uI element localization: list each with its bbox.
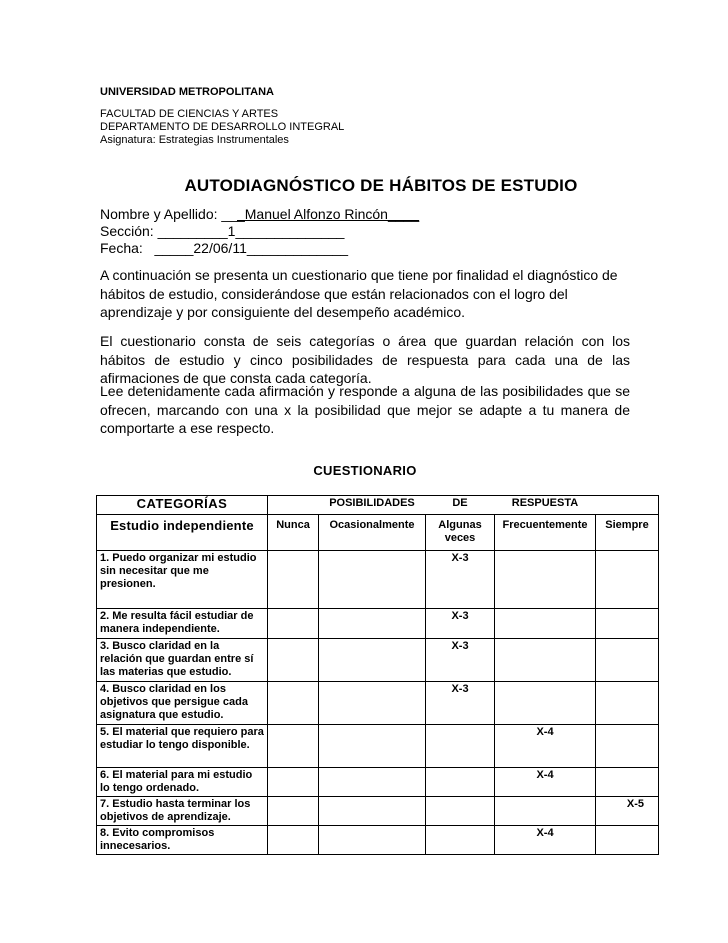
structure-paragraph: El cuestionario consta de seis categorías o área que guardan relación con los hábitos de estudio y cinco posibilidades de respuesta para cada una de las afirmaciones de que consta cada categoría. (100, 333, 630, 386)
answer-frecuentemente[interactable] (495, 797, 596, 826)
table-row (97, 797, 659, 826)
column-ocasionalmente: Ocasionalmente (319, 515, 426, 551)
answer-siempre[interactable] (596, 682, 659, 725)
table-row (97, 768, 659, 797)
answer-algunas-veces[interactable]: X-3 (426, 682, 495, 725)
answer-ocasionalmente[interactable] (319, 639, 426, 682)
answer-frecuentemente[interactable] (495, 551, 596, 609)
answer-ocasionalmente[interactable] (319, 768, 426, 797)
category-name: Estudio independiente (97, 515, 268, 551)
instructions-paragraph: Lee detenidamente cada afirmación y responde a alguna de las posibilidades que se ofrecen, marcando con una x la posibilidad que mejor se adapte a tu manera de comportarte a ese respecto. (100, 383, 630, 436)
answer-nunca[interactable] (268, 826, 319, 855)
answer-frecuentemente[interactable] (495, 639, 596, 682)
header-spacer-end (596, 496, 659, 515)
date-field (100, 240, 348, 257)
questionnaire-title: CUESTIONARIO (313, 463, 417, 478)
table-row (97, 551, 659, 609)
answer-siempre[interactable] (596, 639, 659, 682)
answer-ocasionalmente[interactable] (319, 725, 426, 768)
answer-nunca[interactable] (268, 682, 319, 725)
statement-cell: 4. Busco claridad en los objetivos que persigue cada asignatura que estudio. (97, 682, 268, 725)
answer-ocasionalmente[interactable] (319, 797, 426, 826)
answer-nunca[interactable] (268, 725, 319, 768)
column-frecuentemente: Frecuentemente (495, 515, 596, 551)
name-field (100, 206, 419, 223)
answer-algunas-veces[interactable] (426, 826, 495, 855)
de-header: DE (426, 496, 495, 515)
header-spacer (268, 496, 319, 515)
table-subheader-row (97, 515, 659, 551)
possibilities-header: POSIBILIDADES (319, 496, 426, 515)
table-row (97, 826, 659, 855)
name-value: _Manuel Alfonzo Rincón____ (236, 206, 420, 222)
answer-algunas-veces[interactable] (426, 768, 495, 797)
statement-cell: 3. Busco claridad en la relación que guardan entre sí las materias que estudio. (97, 639, 268, 682)
section-value: _________1______________ (157, 223, 345, 239)
answer-algunas-veces[interactable] (426, 797, 495, 826)
section-field (100, 223, 344, 240)
table-header-row (97, 496, 659, 515)
answer-siempre[interactable] (596, 725, 659, 768)
answer-frecuentemente[interactable] (495, 609, 596, 639)
answer-ocasionalmente[interactable] (319, 551, 426, 609)
answer-siempre[interactable] (596, 551, 659, 609)
column-algunas-veces: Algunas veces (426, 515, 495, 551)
answer-nunca[interactable] (268, 551, 319, 609)
answer-frecuentemente[interactable]: X-4 (495, 826, 596, 855)
categories-header: CATEGORÍAS (97, 496, 268, 515)
questionnaire-table (96, 495, 659, 855)
answer-algunas-veces[interactable] (426, 725, 495, 768)
name-label: Nombre y Apellido: (100, 206, 222, 222)
table-row (97, 639, 659, 682)
faculty-name: FACULTAD DE CIENCIAS Y ARTES (100, 108, 279, 120)
answer-frecuentemente[interactable] (495, 682, 596, 725)
answer-siempre[interactable]: X-5 (596, 797, 659, 826)
answer-frecuentemente[interactable]: X-4 (495, 768, 596, 797)
answer-siempre[interactable] (596, 826, 659, 855)
answer-nunca[interactable] (268, 768, 319, 797)
subject-name: Asignatura: Estrategias Instrumentales (100, 134, 289, 146)
answer-siempre[interactable] (596, 609, 659, 639)
statement-cell: 7. Estudio hasta terminar los objetivos de aprendizaje. (97, 797, 268, 826)
answer-algunas-veces[interactable]: X-3 (426, 639, 495, 682)
statement-cell: 2. Me resulta fácil estudiar de manera independiente. (97, 609, 268, 639)
answer-ocasionalmente[interactable] (319, 682, 426, 725)
answer-nunca[interactable] (268, 639, 319, 682)
intro-paragraph: A continuación se presenta un cuestionario que tiene por finalidad el diagnóstico de hábitos de estudio, considerándose que están relacionados con el logro del aprendizaje y por consiguiente del desempeño académico. (100, 267, 618, 320)
statement-cell: 8. Evito compromisos innecesarios. (97, 826, 268, 855)
answer-siempre[interactable] (596, 768, 659, 797)
answer-ocasionalmente[interactable] (319, 609, 426, 639)
date-value: _____22/06/11_____________ (154, 240, 349, 256)
section-label: Sección: (100, 223, 158, 239)
answer-ocasionalmente[interactable] (319, 826, 426, 855)
statement-cell: 6. El material para mi estudio lo tengo ordenado. (97, 768, 268, 797)
column-siempre: Siempre (596, 515, 659, 551)
table-row (97, 725, 659, 768)
department-name: DEPARTAMENTO DE DESARROLLO INTEGRAL (100, 121, 345, 133)
statement-cell: 5. El material que requiero para estudiar lo tengo disponible. (97, 725, 268, 768)
statement-cell: 1. Puedo organizar mi estudio sin necesitar que me presionen. (97, 551, 268, 609)
response-header: RESPUESTA (495, 496, 596, 515)
column-nunca: Nunca (268, 515, 319, 551)
answer-algunas-veces[interactable]: X-3 (426, 609, 495, 639)
answer-algunas-veces[interactable]: X-3 (426, 551, 495, 609)
name-prefix: __ (221, 206, 237, 222)
table-row (97, 609, 659, 639)
university-name: UNIVERSIDAD METROPOLITANA (100, 86, 274, 98)
answer-nunca[interactable] (268, 609, 319, 639)
page-title: AUTODIAGNÓSTICO DE HÁBITOS DE ESTUDIO (184, 176, 578, 195)
answer-frecuentemente[interactable]: X-4 (495, 725, 596, 768)
date-label: Fecha: (100, 240, 155, 256)
table-row (97, 682, 659, 725)
answer-nunca[interactable] (268, 797, 319, 826)
